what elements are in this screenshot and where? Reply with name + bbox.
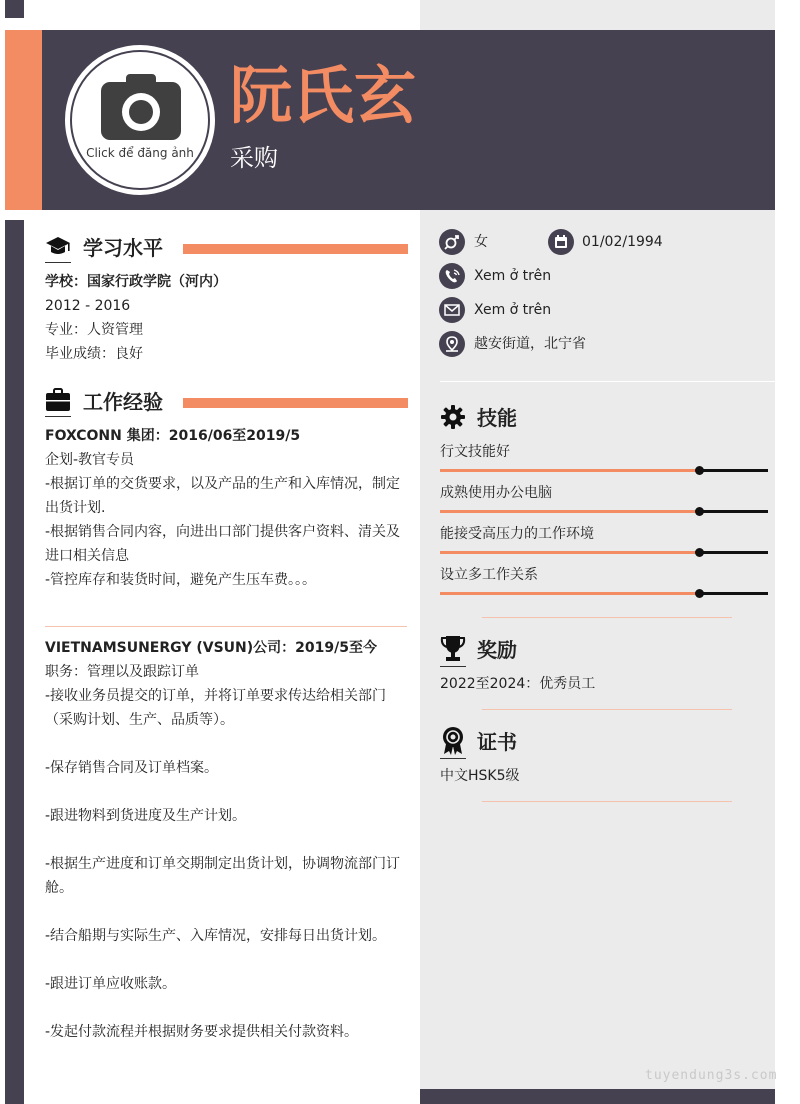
education-grade: 毕业成绩：良好 xyxy=(45,346,143,362)
header-accent-bar xyxy=(5,30,42,210)
education-major: 专业：人资管理 xyxy=(45,322,143,338)
location-pin-icon xyxy=(439,331,465,357)
skill-label: 能接受高压力的工作环境 xyxy=(440,526,594,542)
right-panel-footer-bar xyxy=(420,1089,775,1104)
skills-section-title: 技能 xyxy=(477,406,517,430)
phone-value: Xem ở trên xyxy=(474,268,552,284)
skill-bar xyxy=(440,510,768,513)
job-line: -根据销售合同内容，向进出口部门提供客户资料、清关及进口相关信息 xyxy=(45,524,401,564)
education-school: 学校：国家行政学院（河内） xyxy=(45,274,227,290)
gender-value: 女 xyxy=(474,234,488,250)
skill-bar xyxy=(440,469,768,472)
job-line: -保存销售合同及订单档案。 xyxy=(45,760,219,776)
skill-bar-fill xyxy=(440,510,699,513)
birthday-icon xyxy=(548,229,574,255)
certificates-section-title: 证书 xyxy=(477,730,517,754)
certificate-medal-icon xyxy=(440,726,466,756)
photo-upload-caption[interactable]: Click để đăng ảnh xyxy=(86,146,194,160)
candidate-job-title: 采购 xyxy=(230,144,278,172)
certificates-title-underline xyxy=(440,758,466,759)
job-line: -接收业务员提交的订单，并将订单要求传达给相关部门（采购计划、生产、品质等）。 xyxy=(45,688,387,728)
skill-label: 成熟使用办公电脑 xyxy=(440,485,552,501)
job-line: 职务：管理以及跟踪订单 xyxy=(45,664,199,680)
education-section-title: 学习水平 xyxy=(83,236,163,260)
education-title-bar xyxy=(183,244,408,254)
address-value: 越安街道，北宁省 xyxy=(474,336,586,352)
email-value: Xem ở trên xyxy=(474,302,552,318)
graduation-cap-icon xyxy=(45,235,71,257)
certificates-divider xyxy=(482,801,732,802)
left-strip-top xyxy=(5,0,24,18)
job-company: FOXCONN 集团：2016/06至2019/5 xyxy=(45,428,301,444)
education-title-underline xyxy=(45,262,71,263)
education-years: 2012 - 2016 xyxy=(45,298,131,314)
skills-divider xyxy=(482,617,732,618)
job-line: -根据生产进度和订单交期制定出货计划，协调物流部门订舱。 xyxy=(45,856,401,896)
skill-bar-fill xyxy=(440,592,699,595)
candidate-name: 阮氏玄 xyxy=(230,59,417,132)
camera-icon[interactable] xyxy=(100,72,182,144)
certificate-item: 中文HSK5级 xyxy=(440,768,520,784)
award-item: 2022至2024：优秀员工 xyxy=(440,676,596,692)
trophy-icon xyxy=(440,634,466,664)
job-line: -跟进物料到货进度及生产计划。 xyxy=(45,808,247,824)
gear-icon xyxy=(440,404,466,430)
job-company: VIETNAMSUNERGY (VSUN)公司：2019/5至今 xyxy=(45,640,377,656)
email-icon xyxy=(439,297,465,323)
awards-section-title: 奖励 xyxy=(477,638,517,662)
contact-divider xyxy=(440,381,775,382)
awards-title-underline xyxy=(440,666,466,667)
watermark: tuyendung3s.com xyxy=(645,1068,778,1083)
job-line: -发起付款流程并根据财务要求提供相关付款资料。 xyxy=(45,1024,359,1040)
briefcase-icon xyxy=(45,388,71,412)
skill-bar-fill xyxy=(440,551,699,554)
job-line: -管控库存和装货时间，避免产生压车费。。。 xyxy=(45,572,317,588)
left-strip xyxy=(5,220,24,1104)
experience-title-bar xyxy=(183,398,408,408)
experience-section-title: 工作经验 xyxy=(83,390,163,414)
job-line: -根据订单的交货要求，以及产品的生产和入库情况，制定出货计划. xyxy=(45,476,401,516)
job-line: -结合船期与实际生产、入库情况，安排每日出货计划。 xyxy=(45,928,387,944)
skill-label: 设立多工作关系 xyxy=(440,567,538,583)
awards-divider xyxy=(482,709,732,710)
gender-icon xyxy=(439,229,465,255)
job-line: -跟进订单应收账款。 xyxy=(45,976,177,992)
skill-bar-fill xyxy=(440,469,699,472)
experience-title-underline xyxy=(45,416,71,417)
skill-bar xyxy=(440,592,768,595)
experience-divider xyxy=(45,626,407,627)
job-line: 企划-教官专员 xyxy=(45,452,135,468)
birthday-value: 01/02/1994 xyxy=(582,234,663,250)
skill-label: 行文技能好 xyxy=(440,444,510,460)
skill-bar xyxy=(440,551,768,554)
phone-icon xyxy=(439,263,465,289)
